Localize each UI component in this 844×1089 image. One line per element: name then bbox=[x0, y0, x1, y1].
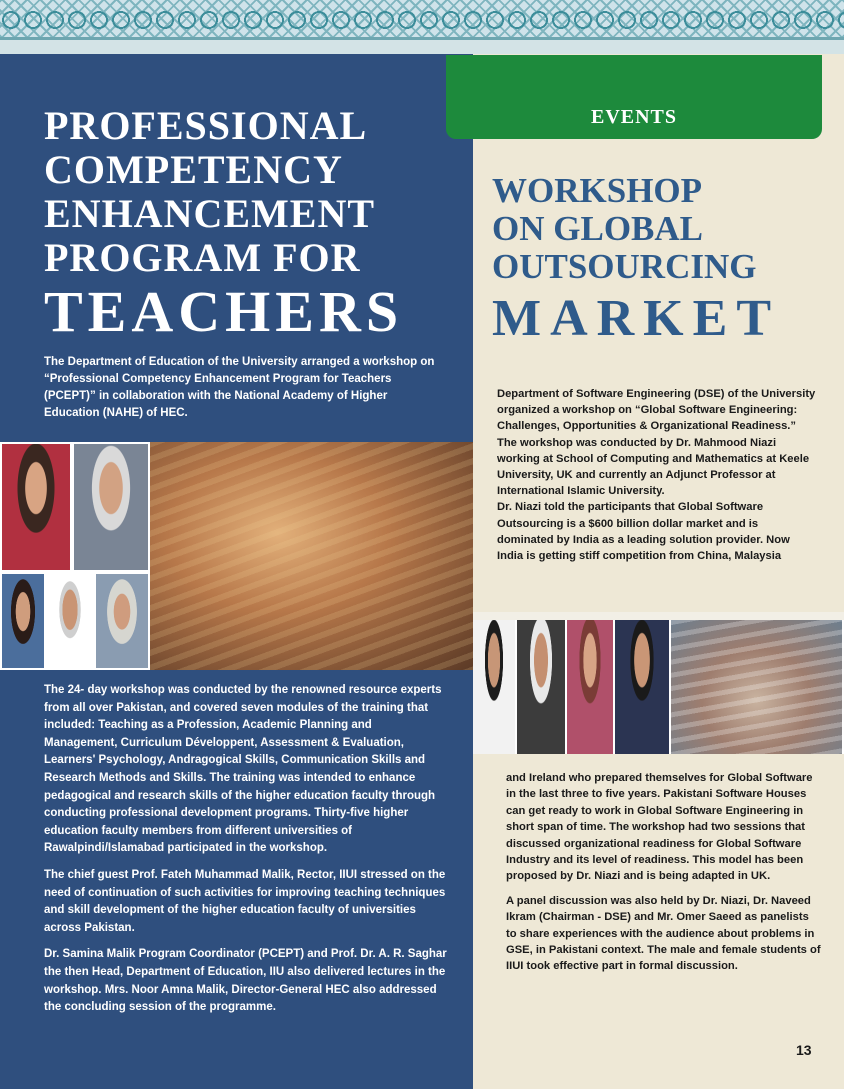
decorative-top-strip bbox=[0, 40, 844, 54]
left-body-paragraph-1: The 24- day workshop was conducted by the renowned resource experts from all over Pakistan, and covered seven modules of the training that included: Teaching as a Profession, Academic Planning and Management, Curriculum Développent, Assessment & Evaluation, Learners' Psychology, Andragogical Skills, Communication Skills and Research Methods and Skills. The training was intended to enhance pedagogical and research skills of the higher education faculty through conducting professional development programs. Thirty-five higher education faculty members from different universities of Rawalpindi/Islamabad participated in the workshop. bbox=[44, 684, 442, 855]
portrait-photo-3 bbox=[0, 572, 46, 670]
portrait-photo-5 bbox=[94, 572, 150, 670]
page-number: 13 bbox=[796, 1042, 812, 1058]
left-title-line-1: PROFESSIONAL bbox=[44, 103, 368, 148]
speaker-photo-4 bbox=[615, 620, 671, 754]
left-article-body bbox=[44, 682, 448, 1026]
portrait-photo-1 bbox=[0, 442, 72, 572]
right-title-line-1: WORKSHOP bbox=[492, 171, 703, 210]
workshop-photo-collage bbox=[0, 442, 473, 670]
outsourcing-photo-collage bbox=[473, 612, 844, 754]
right-title-big: MARKET bbox=[492, 290, 780, 347]
left-body-paragraph-3: Dr. Samina Malik Program Coordinator (PCEPT) and Prof. Dr. A. R. Saghar the then Head, Department of Education, IIU also delivered lectures in the workshop. Mrs. Noor Amna Malik, Director-General HEC also addressed the concluding session of the programme. bbox=[44, 948, 447, 1014]
portrait-photo-4 bbox=[46, 572, 94, 670]
auditorium-photo bbox=[148, 442, 473, 670]
speaker-photo-1 bbox=[473, 620, 517, 754]
audience-photo bbox=[671, 620, 844, 754]
right-title-line-3: OUTSOURCING bbox=[492, 247, 757, 286]
left-title-big: TEACHERS bbox=[44, 279, 404, 344]
portrait-photo-2 bbox=[72, 442, 150, 572]
events-section-tab: EVENTS bbox=[446, 55, 822, 139]
right-article-body-bottom bbox=[506, 770, 822, 983]
speaker-photo-3 bbox=[567, 620, 615, 754]
left-article-title bbox=[44, 104, 464, 344]
right-body-paragraph-2: A panel discussion was also held by Dr. Niazi, Dr. Naveed Ikram (Chairman - DSE) and Mr. Omer Saeed as panelists to share experiences with the audience about problems in GSE, in Pakistani context. The male and female students of IIUI took effective part in formal discussion. bbox=[506, 894, 821, 973]
right-title-line-2: ON GLOBAL bbox=[492, 209, 704, 248]
decorative-top-border bbox=[0, 0, 844, 40]
right-body-paragraph-1: and Ireland who prepared themselves for Global Software in the last three to five years. Pakistani Software Houses can get ready to work in Global Software Engineering in short span of time. The workshop had two sessions that discussed organizational readiness for Global Software Industry and its level of readiness. This model has been proposed by Dr. Niazi and is being adapted in UK. bbox=[506, 772, 813, 883]
left-title-line-3: ENHANCEMENT bbox=[44, 191, 376, 236]
left-article-intro: The Department of Education of the University arranged a workshop on “Professional Competency Enhancement Program for Teachers (PCEPT)” in collaboration with the National Academy of Higher Education (NAHE) of HEC. bbox=[44, 356, 435, 419]
left-title-line-2: COMPETENCY bbox=[44, 147, 343, 192]
right-article-title bbox=[492, 172, 832, 348]
right-article-body-top: Department of Software Engineering (DSE) of the University organized a workshop on “Global Software Engineering: Challenges, Opportunities & Organizational Readiness.” The workshop was conducted by Dr. Mahmood Niazi working at School of Computing and Mathematics at Keele University, UK and currently an Adjunct Professor at International Islamic University. Dr. Niazi told the participants that Global Software Outsourcing is a $600 billion dollar market and is dominated by India as a leading solution provider. Now India is getting stiff competition from China, Malaysia bbox=[497, 388, 816, 563]
speaker-photo-2 bbox=[517, 620, 567, 754]
left-title-line-4: PROGRAM FOR bbox=[44, 235, 361, 280]
left-body-paragraph-2: The chief guest Prof. Fateh Muhammad Malik, Rector, IIUI stressed on the need of continuation of such activities for improving teaching techniques and skill development of the higher education faculty of universities across Pakistan. bbox=[44, 868, 446, 934]
